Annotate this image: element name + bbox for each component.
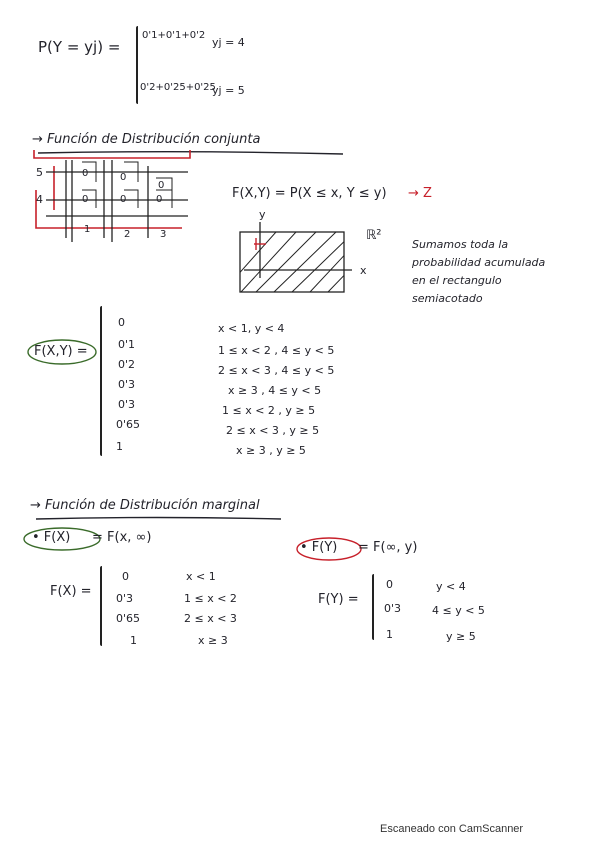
rect-axis-y: y bbox=[259, 208, 266, 221]
fx-row-cond: 1 ≤ x < 2 bbox=[184, 592, 237, 605]
joint-row-value: 0 bbox=[118, 316, 125, 329]
fx-row-value: 0'3 bbox=[116, 592, 134, 605]
joint-row-value: 1 bbox=[116, 440, 123, 453]
joint-row-value: 0'3 bbox=[118, 398, 136, 411]
fx-row-value: 0 bbox=[122, 570, 129, 583]
fy-brace bbox=[372, 574, 374, 640]
py-row-2-value: 0'2+0'25+0'25 bbox=[140, 82, 216, 93]
joint-row-cond: x < 1, y < 4 bbox=[218, 322, 285, 335]
joint-cdf-brace bbox=[100, 306, 102, 456]
joint-row-cond: 1 ≤ x < 2 , y ≥ 5 bbox=[222, 404, 316, 417]
joint-row-cond: x ≥ 3 , 4 ≤ y < 5 bbox=[228, 384, 322, 397]
fx-lhs: F(X) = bbox=[50, 584, 92, 599]
note-line-4: semiacotado bbox=[412, 292, 483, 305]
fx-def-right: = F(x, ∞) bbox=[92, 530, 152, 545]
note-line-3: en el rectangulo bbox=[412, 274, 502, 287]
joint-grid-figure bbox=[32, 150, 197, 245]
py-row-2-cond: yj = 5 bbox=[212, 84, 245, 97]
joint-row-cond: 2 ≤ x < 3 , 4 ≤ y < 5 bbox=[218, 364, 335, 377]
joint-row-value: 0'1 bbox=[118, 338, 136, 351]
scanner-watermark: Escaneado con CamScanner bbox=[380, 823, 524, 835]
fy-lhs: F(Y) = bbox=[318, 592, 359, 607]
fy-row-value: 1 bbox=[386, 628, 393, 641]
fx-row-cond: x < 1 bbox=[186, 570, 216, 583]
fy-row-cond: y ≥ 5 bbox=[446, 630, 476, 643]
fx-row-cond: x ≥ 3 bbox=[198, 634, 228, 647]
note-line-2: probabilidad acumulada bbox=[412, 256, 546, 269]
joint-row-value: 0'65 bbox=[116, 418, 141, 431]
fx-row-value: 1 bbox=[130, 634, 137, 647]
marginal-heading-underline bbox=[36, 516, 286, 522]
grid-x-label-1: 1 bbox=[84, 224, 91, 235]
joint-row-cond: 2 ≤ x < 3 , y ≥ 5 bbox=[226, 424, 320, 437]
fy-row-cond: y < 4 bbox=[436, 580, 466, 593]
joint-row-value: 0'3 bbox=[118, 378, 136, 391]
joint-cdf-target: → Z bbox=[408, 186, 432, 201]
grid-cell: 0 bbox=[82, 168, 89, 179]
grid-cell: 0 bbox=[158, 180, 165, 191]
joint-cdf-lhs: F(X,Y) = bbox=[34, 344, 88, 359]
rect-axis-x: x bbox=[360, 264, 367, 277]
py-brace bbox=[136, 26, 138, 104]
joint-row-value: 0'2 bbox=[118, 358, 136, 371]
joint-row-cond: 1 ≤ x < 2 , 4 ≤ y < 5 bbox=[218, 344, 335, 357]
fx-row-value: 0'65 bbox=[116, 612, 141, 625]
grid-cell: 0 bbox=[82, 194, 89, 205]
fy-def-right: = F(∞, y) bbox=[358, 540, 418, 555]
fy-row-value: 0'3 bbox=[384, 602, 402, 615]
fy-def-left: • F(Y) bbox=[300, 540, 338, 555]
fx-brace bbox=[100, 566, 102, 646]
grid-cell: 0 bbox=[156, 194, 163, 205]
note-line-1: Sumamos toda la bbox=[412, 238, 509, 251]
joint-cdf-formula: F(X,Y) = P(X ≤ x, Y ≤ y) bbox=[232, 186, 387, 201]
joint-row-cond: x ≥ 3 , y ≥ 5 bbox=[236, 444, 306, 457]
fx-def-left: • F(X) bbox=[32, 530, 71, 545]
semi-bounded-rectangle bbox=[236, 228, 356, 298]
grid-cell: 0 bbox=[120, 194, 127, 205]
py-row-1-cond: yj = 4 bbox=[212, 36, 245, 49]
py-lhs: P(Y = yj) = bbox=[38, 38, 121, 56]
fy-row-value: 0 bbox=[386, 578, 393, 591]
grid-x-label-2: 2 bbox=[124, 229, 131, 240]
marginal-heading: → Función de Distribución marginal bbox=[30, 498, 260, 513]
grid-x-label-3: 3 bbox=[160, 229, 167, 240]
grid-cell: 0 bbox=[120, 172, 127, 183]
grid-y-label-4: 4 bbox=[36, 193, 43, 206]
fx-row-cond: 2 ≤ x < 3 bbox=[184, 612, 237, 625]
grid-y-label-5: 5 bbox=[36, 166, 43, 179]
rect-r2-label: ℝ² bbox=[366, 228, 382, 243]
joint-heading: → Función de Distribución conjunta bbox=[32, 132, 261, 147]
py-row-1-value: 0'1+0'1+0'2 bbox=[142, 30, 206, 41]
fy-row-cond: 4 ≤ y < 5 bbox=[432, 604, 485, 617]
